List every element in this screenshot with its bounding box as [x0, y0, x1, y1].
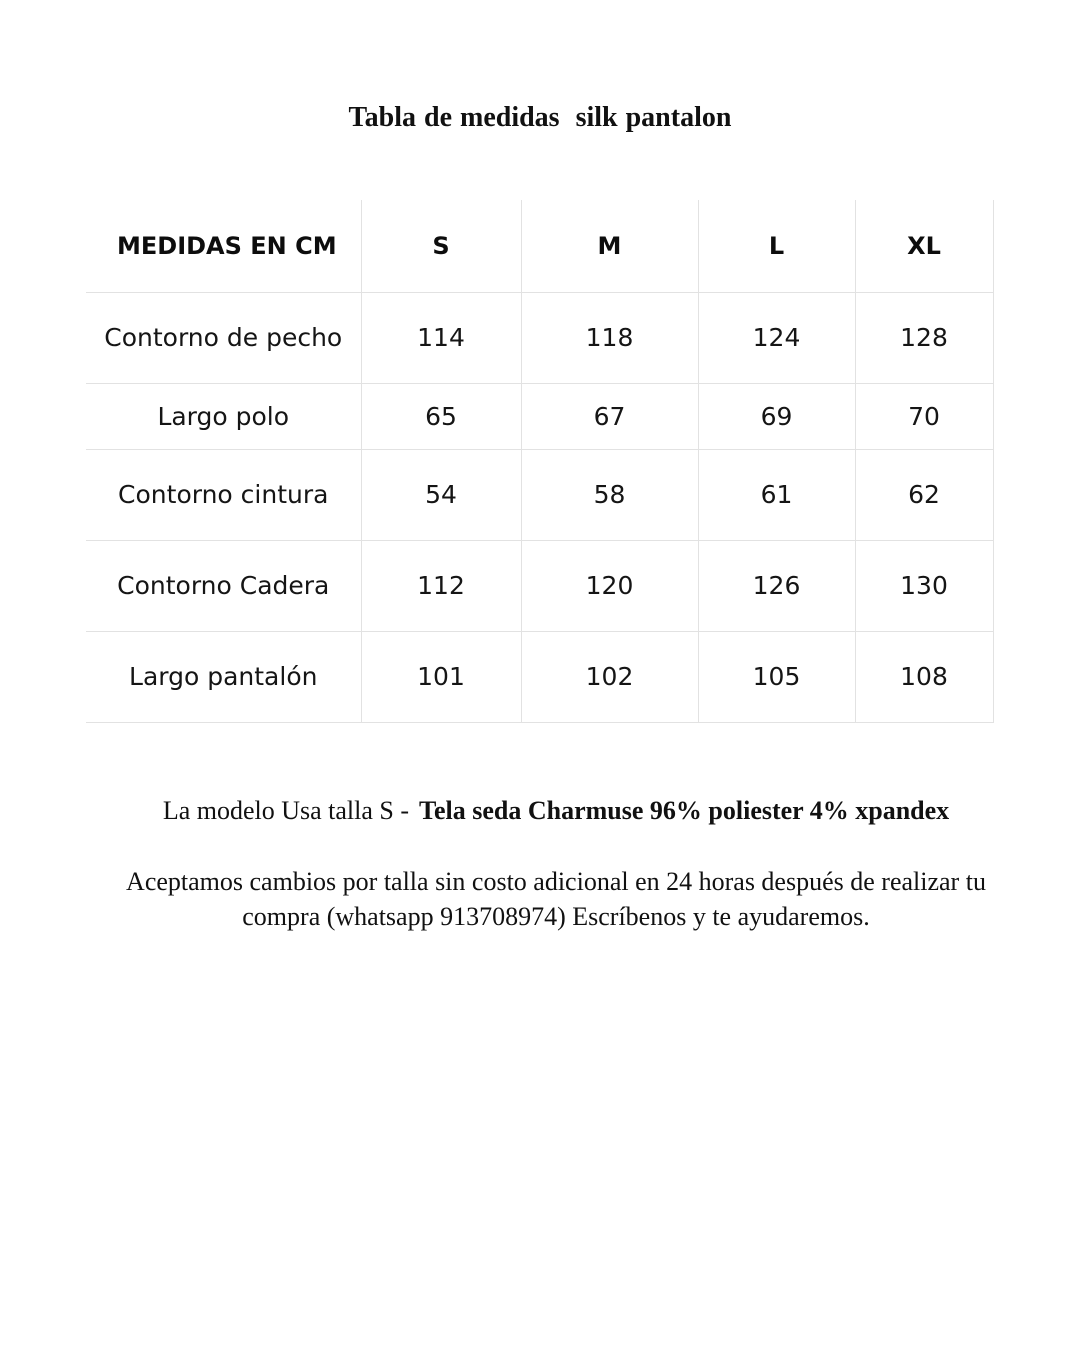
- table-cell: 118: [521, 292, 698, 383]
- table-row: [86, 383, 993, 449]
- table-cell: 58: [521, 449, 698, 540]
- row-label: Contorno Cadera: [86, 540, 361, 631]
- table-cell: 61: [698, 449, 855, 540]
- table-cell: 126: [698, 540, 855, 631]
- header-cell-size-m: M: [521, 200, 698, 292]
- row-label: Contorno cintura: [86, 449, 361, 540]
- table-cell: 54: [361, 449, 521, 540]
- page-title: Tabla de medidas silk pantalon: [348, 102, 732, 133]
- size-chart-table: [86, 200, 994, 723]
- table-cell: 65: [361, 383, 521, 449]
- table-cell: 67: [521, 383, 698, 449]
- fabric-composition: Tela seda Charmuse 96% poliester 4% xpandex: [419, 796, 950, 825]
- table-cell: 69: [698, 383, 855, 449]
- table-cell: 124: [698, 292, 855, 383]
- header-cell-size-s: S: [361, 200, 521, 292]
- table-cell: 114: [361, 292, 521, 383]
- table-cell: 108: [855, 631, 993, 722]
- table-cell: 112: [361, 540, 521, 631]
- table-cell: 102: [521, 631, 698, 722]
- header-cell-measures: MEDIDAS EN CM: [86, 200, 361, 292]
- table-cell: 120: [521, 540, 698, 631]
- table-row: [86, 540, 993, 631]
- exchange-policy-note: Aceptamos cambios por talla sin costo adicional en 24 horas después de realizar tu compra (whatsapp 913708974) Escríbenos y te ayudaremos.: [126, 867, 986, 931]
- row-label: Largo polo: [86, 383, 361, 449]
- table-cell: 130: [855, 540, 993, 631]
- model-size-note: [0, 796, 1080, 826]
- header-cell-size-l: L: [698, 200, 855, 292]
- table-header-row: [86, 200, 993, 292]
- table-cell: 105: [698, 631, 855, 722]
- row-label: Largo pantalón: [86, 631, 361, 722]
- table-cell: 62: [855, 449, 993, 540]
- table-cell: 128: [855, 292, 993, 383]
- table-cell: 101: [361, 631, 521, 722]
- model-size-text: La modelo Usa talla S -: [162, 796, 410, 825]
- table-cell: 70: [855, 383, 993, 449]
- table-row: [86, 292, 993, 383]
- header-cell-size-xl: XL: [855, 200, 993, 292]
- table-row: [86, 631, 993, 722]
- table-row: [86, 449, 993, 540]
- row-label: Contorno de pecho: [86, 292, 361, 383]
